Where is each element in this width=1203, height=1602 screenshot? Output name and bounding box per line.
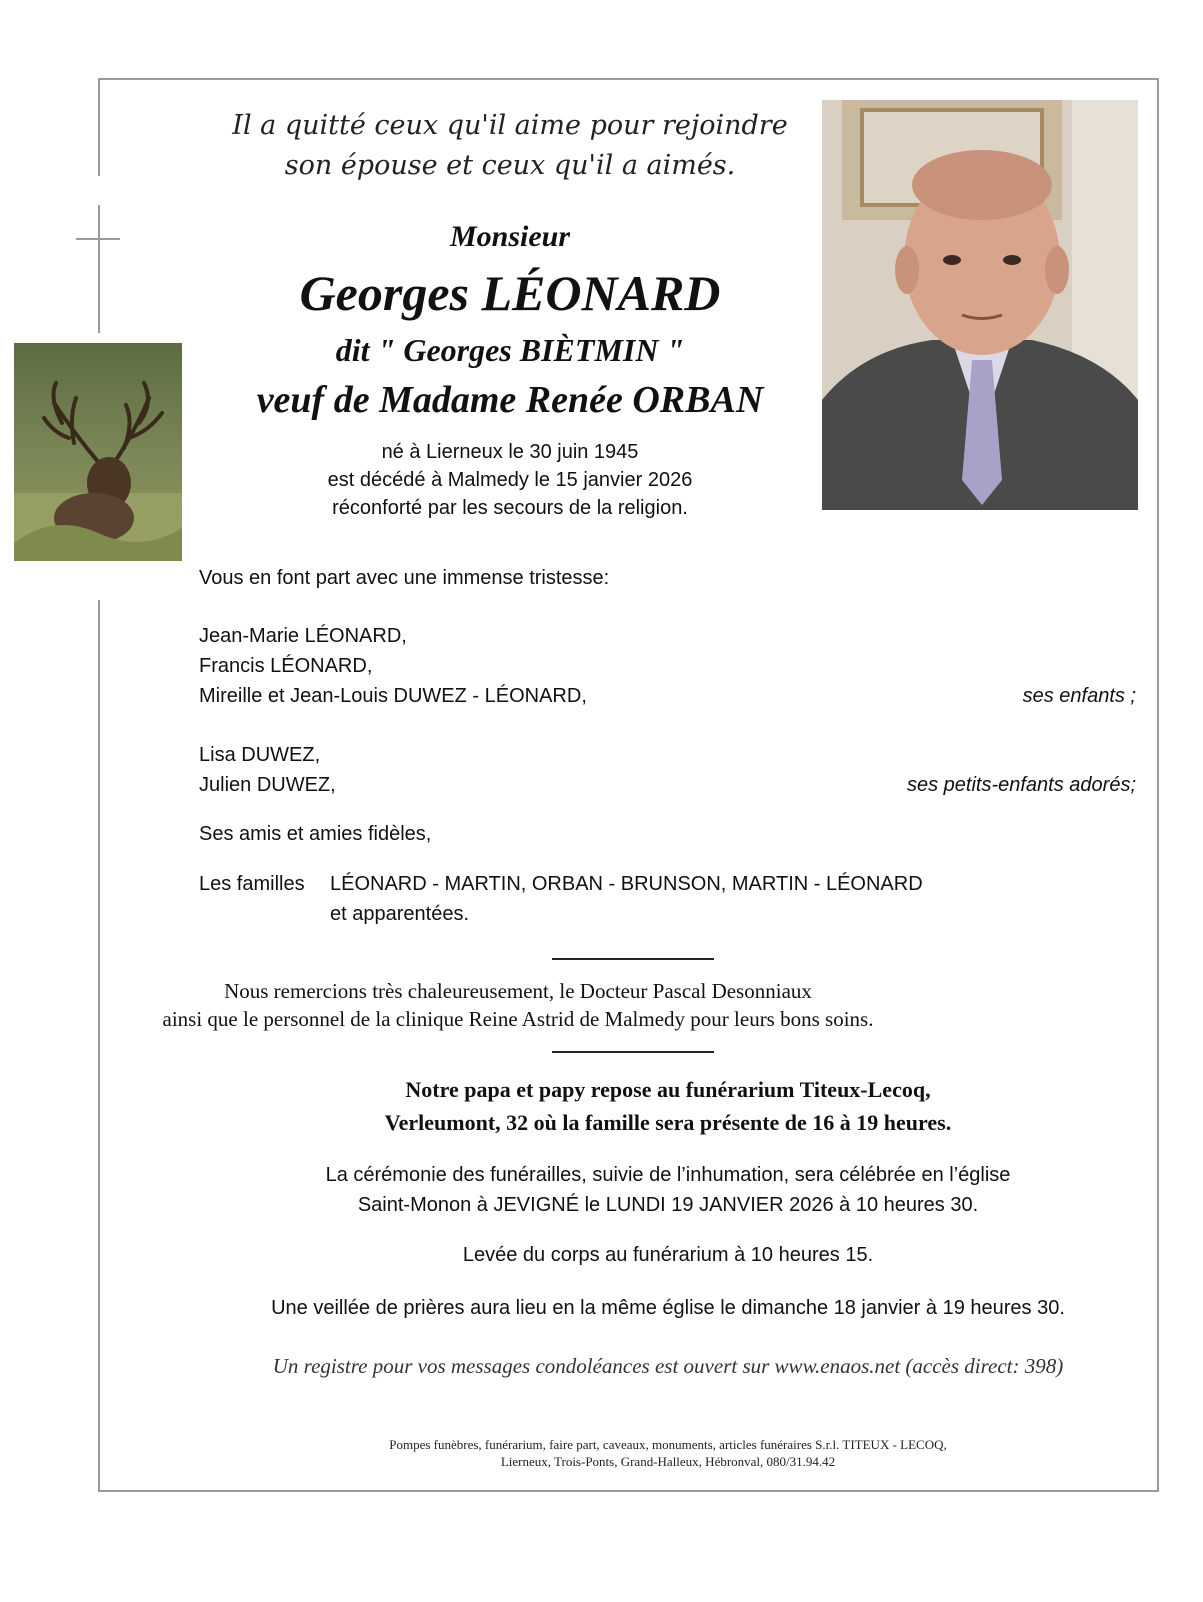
footer [200,1436,1136,1470]
separator-rule [552,1051,714,1053]
epitaph-line: son épouse et ceux qu'il a aimés. [284,150,736,181]
children-role: ses enfants ; [1022,685,1136,707]
deceased-name: Georges LÉONARD [299,265,721,321]
epitaph-line: Il a quitté ceux qu'il aime pour rejoindre [232,110,788,141]
frame-bottom-border [98,1490,1159,1492]
widower-line: veuf de Madame Renée ORBAN [256,379,764,421]
title: Monsieur [449,220,571,253]
epitaph [205,106,815,186]
frame-left-border-lower [98,600,100,1492]
levee-line: Levée du corps au funérarium à 10 heures 15. [462,1244,874,1266]
footer-line: Lierneux, Trois-Ponts, Grand-Halleux, Hébronval, 080/31.94.42 [500,1454,836,1469]
dates-block [205,438,815,522]
ceremony-line: La cérémonie des funérailles, suivie de l’inhumation, sera célébrée en l’église [325,1164,1011,1186]
thanks-line: Nous remercions très chaleureusement, le Docteur Pascal Desonniaux [224,979,812,1003]
deceased-alias: dit " Georges BIÈTMIN " [335,332,685,368]
birth-line: né à Lierneux le 30 juin 1945 [381,441,639,463]
religion-line: réconforté par les secours de la religion. [332,497,688,519]
grandchild-name: Lisa DUWEZ, [199,744,321,766]
portrait-photo [822,100,1138,510]
deer-image [14,343,182,561]
child-name: Mireille et Jean-Louis DUWEZ - LÉONARD, [199,685,587,707]
frame-left-border-upper [98,78,100,176]
grandchild-name: Julien DUWEZ, [199,774,336,796]
cross-icon-horizontal [76,238,120,240]
thanks-line: ainsi que le personnel de la clinique Reine Astrid de Malmedy pour leurs bons soins. [162,1007,874,1031]
announcement-intro: Vous en font part avec une immense tristesse: [199,567,610,589]
cross-icon-vertical [98,205,100,333]
grandchildren-role: ses petits-enfants adorés; [906,774,1136,796]
friends-line: Ses amis et amies fidèles, [199,823,432,845]
families-related: et apparentées. [330,903,469,925]
families-list: LÉONARD - MARTIN, ORBAN - BRUNSON, MARTIN - LÉONARD [330,873,923,895]
vigil-line: Une veillée de prières aura lieu en la même église le dimanche 18 janvier à 19 heures 30. [271,1297,1065,1319]
repose-block [200,1073,1136,1139]
thanks-block [0,977,886,1033]
child-name: Jean-Marie LÉONARD, [199,625,407,647]
frame-right-border [1157,78,1159,1492]
repose-line: Notre papa et papy repose au funérarium Titeux-Lecoq, [405,1077,931,1102]
frame-top-border [98,78,1159,80]
ceremony-block [200,1160,1136,1220]
footer-line: Pompes funèbres, funérarium, faire part, caveaux, monuments, articles funéraires S.r.l. TITEUX - LECOQ, [389,1437,947,1452]
registry-line: Un registre pour vos messages condoléances est ouvert sur www.enaos.net (accès direct: 398) [272,1354,1064,1378]
separator-rule [552,958,714,960]
ceremony-line: Saint-Monon à JEVIGNÉ le LUNDI 19 JANVIER 2026 à 10 heures 30. [357,1194,979,1216]
child-name: Francis LÉONARD, [199,655,373,677]
families-label: Les familles [199,873,305,895]
death-line: est décédé à Malmedy le 15 janvier 2026 [327,469,693,491]
repose-line: Verleumont, 32 où la famille sera présente de 16 à 19 heures. [384,1110,952,1135]
